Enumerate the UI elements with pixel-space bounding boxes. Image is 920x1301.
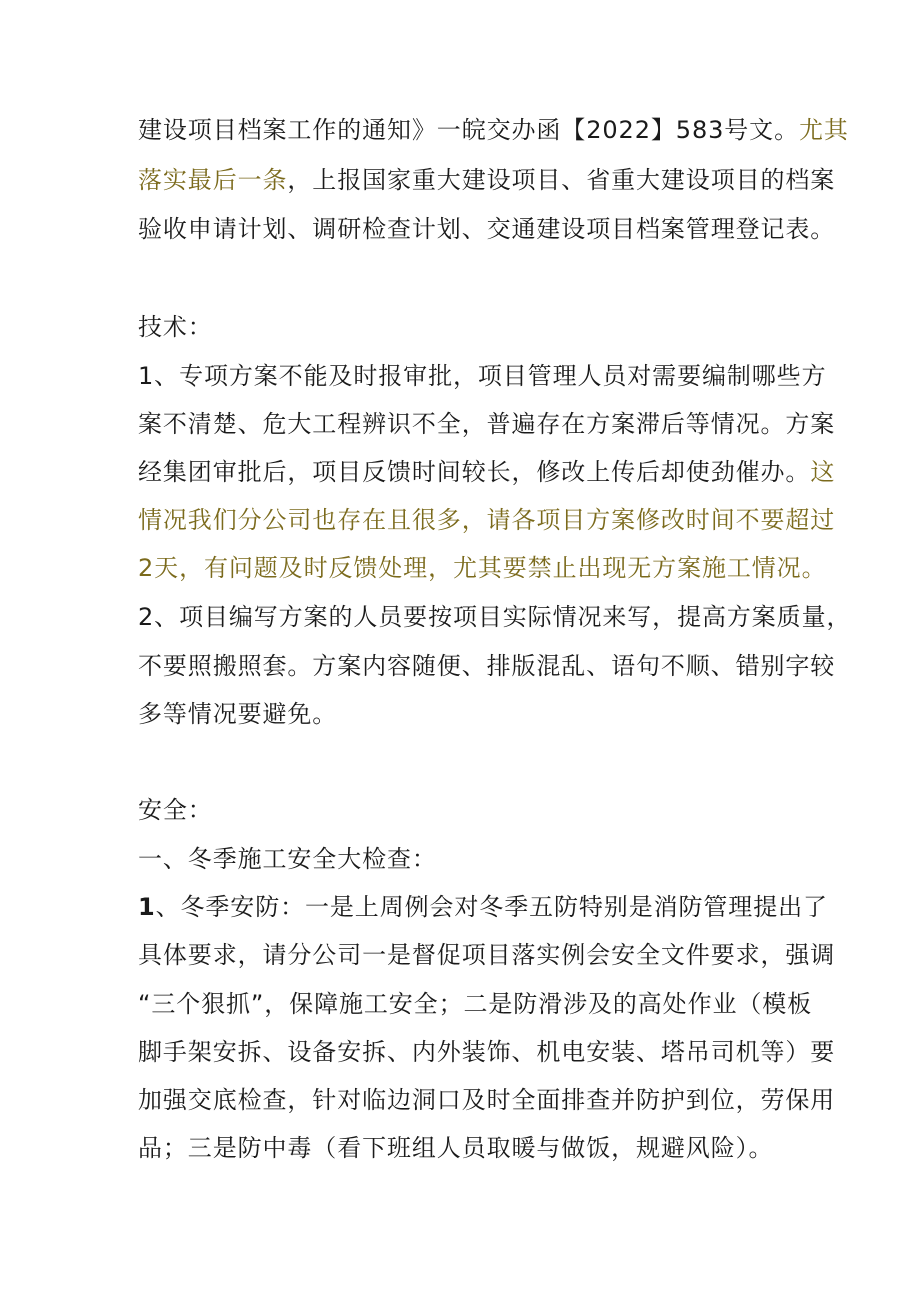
tech-item-1-line-5: 2天，有问题及时反馈处理，尤其要禁止出现无方案施工情况。 xyxy=(138,554,827,582)
section-heading-safety: 安全： xyxy=(138,796,213,824)
intro-line-1 xyxy=(138,114,849,146)
tech-item-2-line-3: 多等情况要避免。 xyxy=(138,700,338,728)
tech-item-1-line-2: 案不清楚、危大工程辨识不全，普遍存在方案滞后等情况。方案 xyxy=(138,410,836,438)
tech-item-2-line-2: 不要照搬照套。方案内容随便、排版混乱、语句不顺、错别字较 xyxy=(138,652,836,680)
intro-line-2 xyxy=(138,164,835,196)
tech-item-1-line-3 xyxy=(138,456,835,488)
safety-item-1-line-1 xyxy=(138,891,828,923)
intro-line-1-text: 建设项目档案工作的通知》一皖交办函【2022】583号文。 xyxy=(138,116,799,144)
tech-item-1-line-4: 情况我们分公司也存在且很多，请各项目方案修改时间不要超过 xyxy=(138,506,836,534)
highlight-text: 这 xyxy=(810,458,836,486)
safety-item-1-line-3: “三个狠抓”，保障施工安全；二是防滑涉及的高处作业（模板 xyxy=(138,990,813,1018)
highlight-text: 落实最后一条 xyxy=(138,166,288,194)
tech-item-2-line-1: 2、项目编写方案的人员要按项目实际情况来写，提高方案质量， xyxy=(138,603,852,631)
intro-line-2-text: ，上报国家重大建设项目、省重大建设项目的档案 xyxy=(287,166,836,194)
safety-item-1-line-1-text: 、冬季安防：一是上周例会对冬季五防特别是消防管理提出了 xyxy=(155,893,828,921)
safety-item-1-line-2: 具体要求，请分公司一是督促项目落实例会安全文件要求，强调 xyxy=(138,941,836,969)
safety-item-1-line-4: 脚手架安拆、设备安拆、内外装饰、机电安装、塔吊司机等）要 xyxy=(138,1038,836,1066)
safety-subheading-1: 一、冬季施工安全大检查： xyxy=(138,845,437,873)
section-heading-tech: 技术： xyxy=(138,313,213,341)
safety-item-1-line-6: 品；三是防中毒（看下班组人员取暖与做饭，规避风险）。 xyxy=(138,1134,774,1162)
item-number: 1 xyxy=(138,893,156,921)
safety-item-1-line-5: 加强交底检查，针对临边洞口及时全面排查并防护到位，劳保用 xyxy=(138,1086,836,1114)
tech-item-1-line-3-text: 经集团审批后，项目反馈时间较长，修改上传后却使劲催办。 xyxy=(138,458,811,486)
highlight-text: 尤其 xyxy=(799,116,849,144)
intro-line-3: 验收申请计划、调研检查计划、交通建设项目档案管理登记表。 xyxy=(138,215,836,243)
tech-item-1-line-1: 1、专项方案不能及时报审批，项目管理人员对需要编制哪些方 xyxy=(138,362,827,390)
